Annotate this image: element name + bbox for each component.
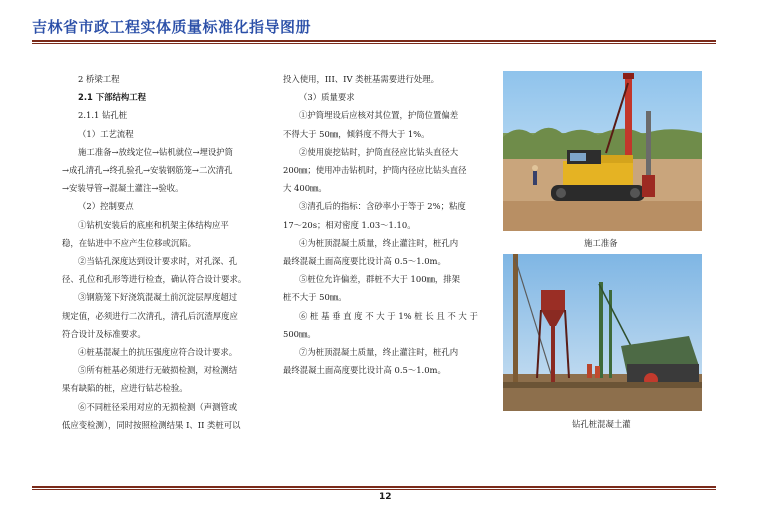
text-line: 径、孔位和孔形等进行检查，确认符合设计要求。 (62, 274, 247, 285)
text-line: 最终混凝土面高度要比设计高 0.5～1.0m。 (283, 256, 446, 267)
middle-text-column (283, 70, 493, 379)
text-line: 规定值，必须进行二次清孔，清孔后沉渣厚度应 (62, 310, 238, 321)
text-line: 17～20s；相对密度 1.03～1.10。 (283, 219, 416, 230)
text-line: ①护筒埋设后应核对其位置，护筒位置偏差 (299, 110, 459, 121)
footer-rule-thick (32, 486, 716, 488)
text-line: →安装导管→混凝土灌注→验收。 (62, 183, 184, 194)
text-line: →成孔清孔→终孔验孔→安装钢筋笼→二次清孔 (62, 165, 233, 176)
left-text-column (62, 70, 272, 434)
item-heading-process: （1）工艺流程 (78, 128, 134, 139)
text-line: ①钻机安装后的底座和机架主体结构应平 (78, 219, 229, 230)
photo-caption: 钻孔桩混凝土灌 (572, 419, 631, 429)
text-line: 桩不大于 50㎜。 (283, 292, 347, 303)
text-line: ②当钻孔深度达到设计要求时，对孔深、孔 (78, 256, 238, 267)
text-line: 大 400㎜。 (283, 183, 327, 194)
subsection-heading: 2.1.1 钻孔桩 (78, 110, 128, 121)
text-line: ⑤桩位允许偏差，群桩不大于 100㎜，排架 (299, 274, 461, 285)
text-line: ②使用旋挖钻时，护筒直径应比钻头直径大 (299, 146, 459, 157)
page-number: 12 (379, 492, 392, 502)
text-line: 500㎜。 (283, 328, 316, 339)
text-line: 不得大于 50㎜，倾斜度不得大于 1%。 (283, 128, 430, 139)
text-line: ⑥ 桩 基 垂 直 度 不 大 于 1% 桩 长 且 不 大 于 (299, 310, 478, 321)
chapter-heading: 2 桥梁工程 (78, 74, 120, 84)
text-line: 低应变检测），同时按照检测结果 I、II 类桩可以 (62, 419, 241, 430)
text-line: ⑦为桩顶混凝土质量，终止灌注时，桩孔内 (299, 347, 459, 358)
concrete-pouring-photo (503, 254, 702, 411)
text-line: ⑥不同桩径采用对应的无损检测（声测管或 (78, 401, 238, 412)
item-heading-control: （2）控制要点 (78, 201, 134, 212)
text-line: 果有缺陷的桩，应进行钻芯检验。 (62, 383, 188, 394)
photo-caption: 施工准备 (584, 238, 618, 248)
page-title: 吉林省市政工程实体质量标准化指导图册 (32, 18, 312, 36)
footer-rule-thin (32, 489, 716, 490)
text-line: ④为桩顶混凝土质量，终止灌注时，桩孔内 (299, 237, 459, 248)
text-line: 最终混凝土面高度要比设计高 0.5～1.0m。 (283, 365, 446, 376)
text-line: ③钢筋笼下好浇筑混凝土前沉淀层厚度超过 (78, 292, 238, 303)
text-line: 投入使用，III、IV 类桩基需要进行处理。 (283, 74, 439, 84)
text-line: ⑤所有桩基必须进行无破损检测，对检测结 (78, 365, 238, 376)
text-line: 稳，在钻进中不应产生位移或沉陷。 (62, 237, 196, 248)
section-heading: 2.1 下部结构工程 (78, 92, 147, 103)
text-line: ③清孔后的指标：含砂率小于等于 2%；粘度 (299, 201, 466, 212)
item-heading-quality: （3）质量要求 (299, 92, 355, 103)
text-line: 施工准备→放线定位→钻机就位→埋设护筒 (78, 146, 234, 157)
text-line: ④桩基混凝土的抗压强度应符合设计要求。 (78, 347, 238, 358)
header-rule-thick (32, 40, 716, 42)
text-line: 符合设计及标准要求。 (62, 328, 146, 339)
text-line: 200㎜；使用冲击钻机时，护筒内径应比钻头直径 (283, 165, 467, 176)
header-rule-thin (32, 43, 716, 44)
drilling-rig-photo (503, 71, 702, 231)
